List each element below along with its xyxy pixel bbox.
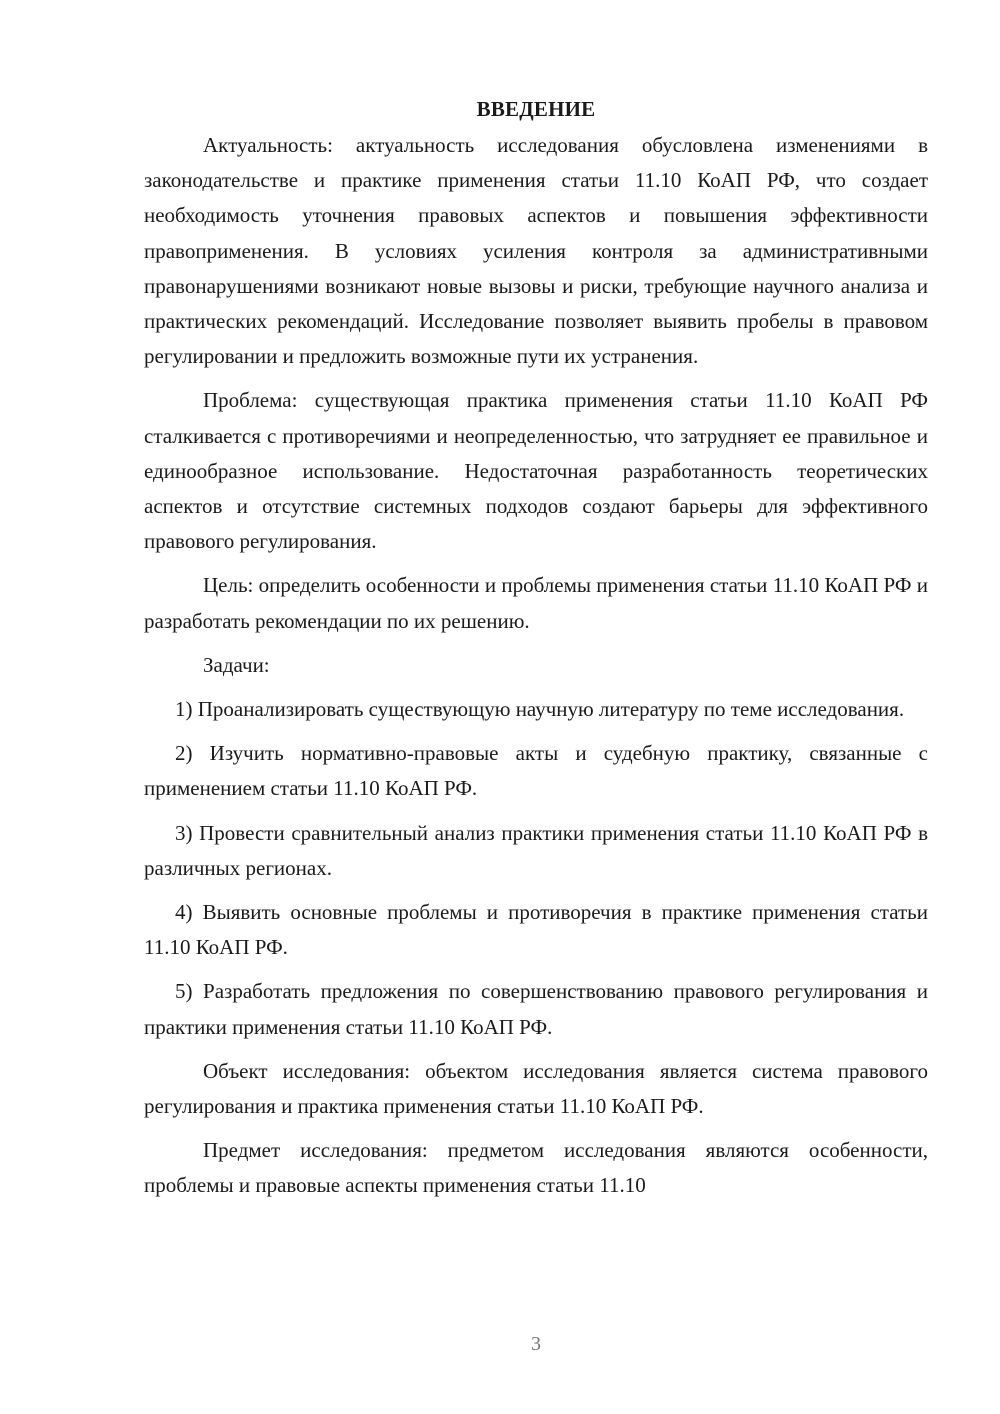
paragraph-subject: Предмет исследования: предметом исследования являются особенности, проблемы и правовые аспекты применения статьи 11.10: [144, 1138, 928, 1198]
paragraph-relevance: Актуальность: актуальность исследования обусловлена изменениями в законодательстве и практике применения статьи 11.10 КоАП РФ, что создает необходимость уточнения правовых аспектов и повышения эффективности правоприменения. В условиях усиления контроля за административными правонарушениями возникают новые вызовы и риски, требующие научного анализа и практических рекомендаций. Исследование позволяет выявить пробелы в правовом регулировании и предложить возможные пути их устранения.: [144, 133, 928, 369]
task-item-3: 3) Провести сравнительный анализ практики применения статьи 11.10 КоАП РФ в различных регионах.: [144, 820, 928, 880]
task-item-4: 4) Выявить основные проблемы и противоречия в практике применения статьи 11.10 КоАП РФ.: [144, 900, 928, 960]
task-item-5: 5) Разработать предложения по совершенствованию правового регулирования и практики применения статьи 11.10 КоАП РФ.: [144, 979, 928, 1039]
task-item-2: 2) Изучить нормативно-правовые акты и судебную практику, связанные с применением статьи 11.10 КоАП РФ.: [144, 741, 928, 801]
document-page: [144, 92, 928, 1213]
paragraph-goal: Цель: определить особенности и проблемы применения статьи 11.10 КоАП РФ и разработать рекомендации по их решению.: [144, 573, 928, 633]
task-item-1: 1) Проанализировать существующую научную литературу по теме исследования.: [175, 697, 905, 722]
section-heading: ВВЕДЕНИЕ: [476, 97, 596, 121]
tasks-label: Задачи:: [203, 652, 270, 677]
paragraph-problem: Проблема: существующая практика применения статьи 11.10 КоАП РФ сталкивается с противоречиями и неопределенностью, что затрудняет ее правильное и единообразное использование. Недостаточная разработанность теоретических аспектов и отсутствие системных подходов создают барьеры для эффективного правового регулирования.: [144, 388, 928, 554]
paragraph-object: Объект исследования: объектом исследования является система правового регулирования и практика применения статьи 11.10 КоАП РФ.: [144, 1058, 928, 1119]
page-number: 3: [531, 1333, 541, 1355]
